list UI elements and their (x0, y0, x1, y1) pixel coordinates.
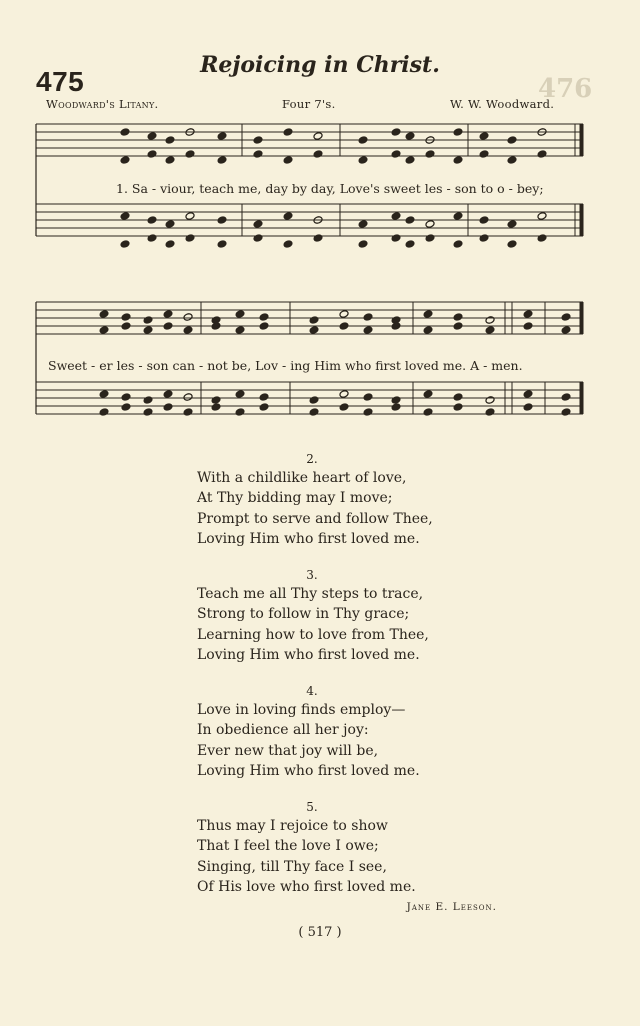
note-head (423, 326, 433, 335)
note-head (309, 408, 319, 417)
note-head (479, 216, 489, 225)
note-head (358, 220, 368, 229)
note-head (507, 136, 517, 145)
note-head (405, 156, 415, 165)
lyric-line-1: 1. Sa - viour, teach me, day by day, Love's sweet les - son to o - bey; (116, 181, 544, 196)
note-head (561, 313, 571, 322)
verse-number: 4. (306, 684, 318, 698)
verse-line: Of His love who first loved me. (197, 878, 416, 895)
note-head (425, 234, 435, 243)
author: Jane E. Leeson. (406, 901, 497, 913)
note-head (339, 322, 349, 331)
note-head (537, 212, 547, 221)
note-head (453, 156, 463, 165)
verse-line: Loving Him who first loved me. (197, 646, 420, 663)
note-head (143, 316, 153, 325)
meter: Four 7's. (282, 97, 336, 111)
verse-line: Loving Him who first loved me. (197, 762, 420, 779)
note-head (485, 396, 495, 405)
note-head (537, 234, 547, 243)
verse-line: With a childlike heart of love, (197, 470, 407, 486)
note-head (485, 316, 495, 325)
note-head (147, 234, 157, 243)
note-head (165, 156, 175, 165)
verse-line: At Thy bidding may I move; (197, 490, 393, 507)
note-head (523, 403, 533, 412)
note-head (309, 326, 319, 335)
verse-line: Ever new that joy will be, (197, 742, 379, 759)
lyric-line-2: Sweet - er les - son can - not be, Lov - ing Him who first loved me. A - men. (48, 358, 523, 373)
note-head (99, 310, 109, 319)
note-head (121, 313, 131, 322)
hymn-number: 475 (36, 66, 85, 97)
note-head (453, 212, 463, 221)
note-head (121, 322, 131, 331)
note-head (339, 310, 349, 319)
note-head (453, 403, 463, 412)
note-head (453, 322, 463, 331)
verse-line: Thus may I rejoice to show (197, 818, 388, 834)
note-head (217, 132, 227, 141)
composer: W. W. Woodward. (450, 97, 555, 111)
note-head (339, 403, 349, 412)
note-head (120, 240, 130, 249)
note-head (339, 390, 349, 399)
note-head (185, 234, 195, 243)
note-head (120, 156, 130, 165)
note-head (358, 136, 368, 145)
note-head (165, 220, 175, 229)
note-head (163, 310, 173, 319)
note-head (185, 150, 195, 159)
note-head (391, 150, 401, 159)
note-head (561, 393, 571, 402)
note-head (99, 390, 109, 399)
note-head (391, 234, 401, 243)
note-head (363, 313, 373, 322)
note-head (283, 212, 293, 221)
note-head (235, 408, 245, 417)
note-head (253, 150, 263, 159)
note-head (363, 408, 373, 417)
note-head (507, 220, 517, 229)
note-head (485, 326, 495, 335)
note-head (561, 326, 571, 335)
bleed-through-number: 476 (538, 74, 593, 104)
verse-line: Learning how to love from Thee, (197, 626, 429, 643)
note-head (217, 156, 227, 165)
note-head (313, 150, 323, 159)
note-head (283, 156, 293, 165)
music-score (0, 0, 640, 440)
tune-name: Woodward's Litany. (46, 97, 159, 111)
note-head (99, 408, 109, 417)
note-head (143, 396, 153, 405)
note-head (309, 396, 319, 405)
note-head (183, 326, 193, 335)
note-head (423, 408, 433, 417)
note-head (479, 132, 489, 141)
verse-line: Love in loving finds employ— (197, 702, 406, 718)
note-head (358, 156, 368, 165)
note-head (391, 128, 401, 137)
note-head (211, 396, 221, 405)
note-head (253, 136, 263, 145)
note-head (309, 316, 319, 325)
note-head (453, 313, 463, 322)
note-head (120, 212, 130, 221)
note-head (163, 322, 173, 331)
note-head (259, 322, 269, 331)
note-head (313, 234, 323, 243)
note-head (165, 136, 175, 145)
note-head (283, 128, 293, 137)
note-head (391, 396, 401, 405)
note-head (147, 132, 157, 141)
note-head (423, 390, 433, 399)
note-head (163, 403, 173, 412)
verse-line: Loving Him who first loved me. (197, 530, 420, 547)
note-head (165, 240, 175, 249)
note-head (425, 220, 435, 229)
note-head (183, 313, 193, 322)
note-head (217, 216, 227, 225)
verse-number: 5. (306, 800, 318, 814)
note-head (537, 150, 547, 159)
note-head (479, 150, 489, 159)
note-head (120, 128, 130, 137)
note-head (523, 310, 533, 319)
note-head (217, 240, 227, 249)
note-head (121, 403, 131, 412)
note-head (147, 150, 157, 159)
note-head (143, 326, 153, 335)
note-head (259, 403, 269, 412)
verse-number: 3. (306, 568, 318, 582)
verse-line: In obedience all her joy: (197, 722, 369, 739)
note-head (523, 322, 533, 331)
note-head (185, 212, 195, 221)
note-head (121, 393, 131, 402)
note-head (405, 132, 415, 141)
note-head (163, 390, 173, 399)
note-head (405, 216, 415, 225)
note-head (363, 393, 373, 402)
note-head (283, 240, 293, 249)
note-head (313, 132, 323, 141)
note-head (235, 326, 245, 335)
note-head (259, 393, 269, 402)
note-head (453, 240, 463, 249)
note-head (253, 220, 263, 229)
note-head (147, 216, 157, 225)
note-head (479, 234, 489, 243)
note-head (453, 393, 463, 402)
note-head (363, 326, 373, 335)
page-number: ( 517 ) (298, 925, 342, 940)
note-head (453, 128, 463, 137)
note-head (183, 408, 193, 417)
note-head (235, 310, 245, 319)
note-head (391, 403, 401, 412)
note-head (143, 408, 153, 417)
note-head (358, 240, 368, 249)
note-head (485, 408, 495, 417)
hymn-title: Rejoicing in Christ. (200, 52, 440, 78)
note-head (211, 403, 221, 412)
note-head (405, 240, 415, 249)
note-head (253, 234, 263, 243)
note-head (235, 390, 245, 399)
note-head (259, 313, 269, 322)
verse-line: Teach me all Thy steps to trace, (197, 586, 424, 602)
note-head (99, 326, 109, 335)
verse-line: That I feel the love I owe; (197, 838, 379, 855)
note-head (425, 150, 435, 159)
verse-number: 2. (306, 452, 318, 466)
note-head (507, 240, 517, 249)
note-head (523, 390, 533, 399)
verse-line: Singing, till Thy face I see, (197, 858, 387, 875)
note-head (183, 393, 193, 402)
note-head (507, 156, 517, 165)
verse-line: Prompt to serve and follow Thee, (197, 510, 433, 527)
note-head (391, 212, 401, 221)
note-head (423, 310, 433, 319)
verse-line: Strong to follow in Thy grace; (197, 606, 410, 623)
note-head (561, 408, 571, 417)
